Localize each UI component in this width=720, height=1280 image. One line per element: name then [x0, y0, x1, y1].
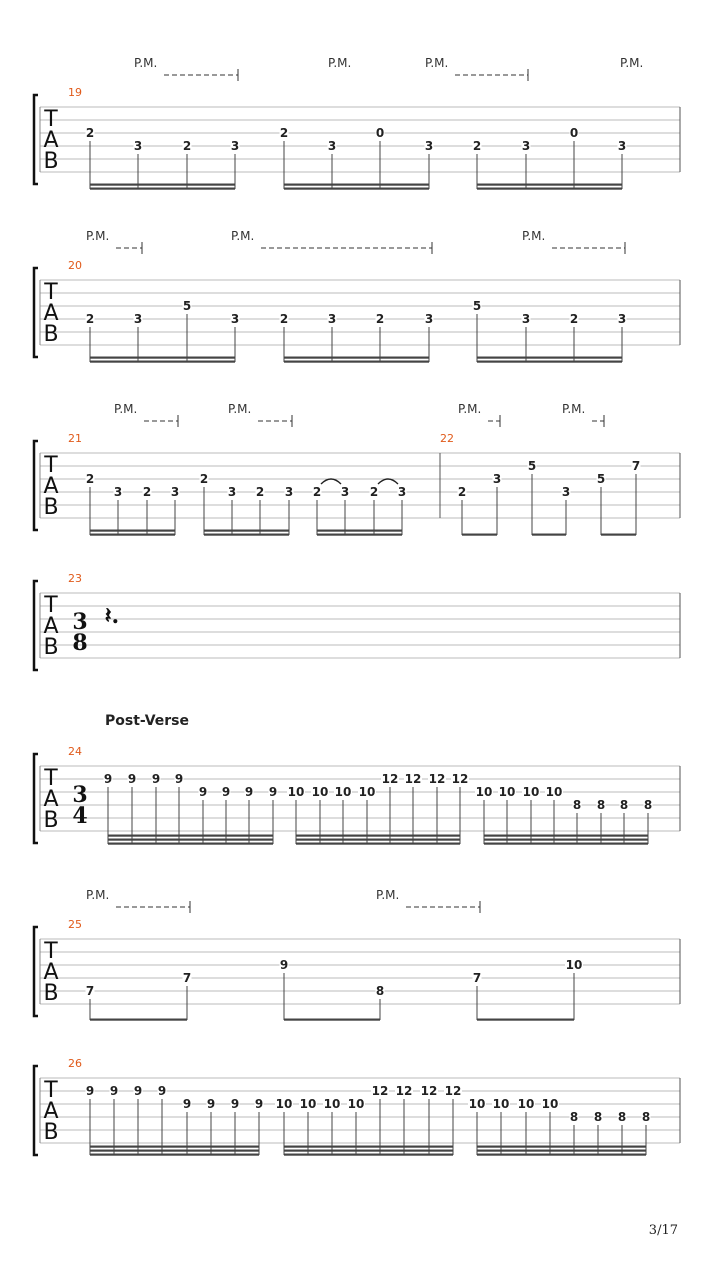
- system-6: [34, 888, 680, 1021]
- fret-number: 8: [569, 1110, 579, 1124]
- palm-mute-label: P.M.: [86, 888, 110, 902]
- fret-number: 0: [569, 126, 579, 140]
- tab-clef-letter: B: [43, 981, 59, 1006]
- beam: [90, 1019, 187, 1021]
- fret-number: 2: [142, 485, 152, 499]
- palm-mute-label: P.M.: [522, 229, 546, 243]
- fret-number: 3: [327, 312, 337, 326]
- beam: [296, 843, 460, 845]
- fret-number: 3: [561, 485, 571, 499]
- tab-clef-letter: T: [44, 453, 58, 478]
- fret-number: 9: [268, 785, 278, 799]
- system-bracket: [34, 754, 38, 843]
- fret-number: 8: [596, 798, 606, 812]
- measure-number: 19: [68, 86, 82, 99]
- system-bracket: [34, 581, 38, 670]
- tab-clef-letter: A: [43, 474, 59, 499]
- palm-mute-label: P.M.: [620, 56, 644, 70]
- fret-number: 5: [527, 459, 537, 473]
- fret-number: 12: [404, 772, 422, 786]
- fret-number: 9: [230, 1097, 240, 1111]
- measure-number: 20: [68, 259, 82, 272]
- palm-mute-label: P.M.: [134, 56, 158, 70]
- beam: [90, 361, 235, 363]
- rest-symbol: 𝄽.: [104, 603, 120, 629]
- measure-number: 25: [68, 918, 82, 931]
- slur: [321, 479, 341, 484]
- fret-number: 7: [631, 459, 641, 473]
- system-4: [34, 572, 680, 670]
- beam: [90, 530, 175, 532]
- beam: [284, 188, 429, 190]
- tab-clef-letter: T: [44, 766, 58, 791]
- fret-number: 9: [221, 785, 231, 799]
- fret-number: 9: [157, 1084, 167, 1098]
- fret-number: 8: [617, 1110, 627, 1124]
- fret-number: 2: [369, 485, 379, 499]
- measure-number: 26: [68, 1057, 82, 1070]
- fret-number: 10: [541, 1097, 559, 1111]
- fret-number: 8: [375, 984, 385, 998]
- measure-number: 23: [68, 572, 82, 585]
- time-signature-bottom: 8: [72, 630, 88, 656]
- beam: [296, 839, 460, 841]
- fret-number: 9: [254, 1097, 264, 1111]
- beam: [90, 1146, 259, 1148]
- system-5: [34, 745, 680, 845]
- tab-clef-letter: T: [44, 1078, 58, 1103]
- fret-number: 8: [643, 798, 653, 812]
- fret-number: 2: [85, 126, 95, 140]
- tab-clef-letter: T: [44, 107, 58, 132]
- beam: [484, 843, 648, 845]
- fret-number: 5: [472, 299, 482, 313]
- fret-number: 10: [468, 1097, 486, 1111]
- fret-number: 9: [206, 1097, 216, 1111]
- beam: [284, 184, 429, 186]
- beam: [204, 534, 289, 536]
- fret-number: 8: [641, 1110, 651, 1124]
- beam: [284, 1150, 453, 1152]
- fret-number: 10: [565, 958, 583, 972]
- fret-number: 12: [381, 772, 399, 786]
- beam: [284, 1154, 453, 1156]
- beam: [108, 835, 273, 837]
- beam: [284, 1019, 380, 1021]
- fret-number: 3: [492, 472, 502, 486]
- fret-number: 2: [279, 312, 289, 326]
- fret-number: 2: [375, 312, 385, 326]
- fret-number: 7: [472, 971, 482, 985]
- beam: [532, 534, 566, 536]
- fret-number: 10: [498, 785, 516, 799]
- fret-number: 9: [133, 1084, 143, 1098]
- measure-number: 24: [68, 745, 82, 758]
- system-bracket: [34, 1066, 38, 1155]
- beam: [296, 835, 460, 837]
- fret-number: 9: [174, 772, 184, 786]
- time-signature-top: 3: [72, 609, 88, 635]
- tab-clef-letter: A: [43, 960, 59, 985]
- fret-number: 2: [312, 485, 322, 499]
- palm-mute-label: P.M.: [376, 888, 400, 902]
- beam: [477, 361, 622, 363]
- fret-number: 10: [358, 785, 376, 799]
- time-signature-top: 3: [72, 782, 88, 808]
- fret-number: 2: [85, 312, 95, 326]
- beam: [484, 839, 648, 841]
- fret-number: 10: [275, 1097, 293, 1111]
- beam: [284, 1146, 453, 1148]
- fret-number: 2: [199, 472, 209, 486]
- beam: [90, 1154, 259, 1156]
- fret-number: 3: [227, 485, 237, 499]
- tab-clef-letter: A: [43, 1099, 59, 1124]
- beam: [204, 530, 289, 532]
- beam: [90, 357, 235, 359]
- fret-number: 12: [371, 1084, 389, 1098]
- beam: [477, 188, 622, 190]
- fret-number: 3: [113, 485, 123, 499]
- fret-number: 10: [323, 1097, 341, 1111]
- fret-number: 3: [397, 485, 407, 499]
- measure-number: 22: [440, 432, 454, 445]
- fret-number: 3: [327, 139, 337, 153]
- palm-mute-label: P.M.: [231, 229, 255, 243]
- beam: [90, 188, 235, 190]
- palm-mute-label: P.M.: [458, 402, 482, 416]
- fret-number: 9: [244, 785, 254, 799]
- beam: [477, 1150, 646, 1152]
- fret-number: 12: [451, 772, 469, 786]
- fret-number: 3: [284, 485, 294, 499]
- beam: [108, 839, 273, 841]
- fret-number: 10: [517, 1097, 535, 1111]
- system-3: [34, 402, 680, 536]
- tab-clef-letter: A: [43, 301, 59, 326]
- beam: [108, 843, 273, 845]
- fret-number: 10: [347, 1097, 365, 1111]
- fret-number: 10: [475, 785, 493, 799]
- fret-number: 10: [492, 1097, 510, 1111]
- fret-number: 8: [593, 1110, 603, 1124]
- fret-number: 3: [230, 139, 240, 153]
- fret-number: 5: [182, 299, 192, 313]
- tab-clef-letter: B: [43, 635, 59, 660]
- fret-number: 9: [182, 1097, 192, 1111]
- fret-number: 9: [127, 772, 137, 786]
- beam: [90, 1150, 259, 1152]
- fret-number: 8: [619, 798, 629, 812]
- fret-number: 10: [299, 1097, 317, 1111]
- palm-mute-label: P.M.: [328, 56, 352, 70]
- system-2: [34, 229, 680, 363]
- fret-number: 10: [311, 785, 329, 799]
- fret-number: 3: [617, 139, 627, 153]
- fret-number: 10: [334, 785, 352, 799]
- beam: [477, 1019, 574, 1021]
- tab-clef-letter: T: [44, 939, 58, 964]
- fret-number: 2: [182, 139, 192, 153]
- beam: [90, 184, 235, 186]
- fret-number: 7: [182, 971, 192, 985]
- palm-mute-label: P.M.: [114, 402, 138, 416]
- tab-clef-letter: A: [43, 787, 59, 812]
- fret-number: 2: [85, 472, 95, 486]
- fret-number: 10: [545, 785, 563, 799]
- fret-number: 3: [170, 485, 180, 499]
- fret-number: 2: [569, 312, 579, 326]
- beam: [601, 534, 636, 536]
- beam: [90, 534, 175, 536]
- palm-mute-label: P.M.: [562, 402, 586, 416]
- fret-number: 3: [617, 312, 627, 326]
- palm-mute-label: P.M.: [228, 402, 252, 416]
- fret-number: 3: [230, 312, 240, 326]
- fret-number: 2: [457, 485, 467, 499]
- fret-number: 3: [424, 312, 434, 326]
- fret-number: 3: [521, 139, 531, 153]
- fret-number: 2: [472, 139, 482, 153]
- beam: [317, 530, 402, 532]
- fret-number: 9: [85, 1084, 95, 1098]
- tab-clef-letter: B: [43, 808, 59, 833]
- beam: [477, 1154, 646, 1156]
- fret-number: 3: [340, 485, 350, 499]
- fret-number: 12: [428, 772, 446, 786]
- fret-number: 0: [375, 126, 385, 140]
- fret-number: 10: [287, 785, 305, 799]
- beam: [317, 534, 402, 536]
- palm-mute-label: P.M.: [86, 229, 110, 243]
- tab-clef-letter: B: [43, 1120, 59, 1145]
- system-bracket: [34, 927, 38, 1016]
- fret-number: 3: [521, 312, 531, 326]
- tab-clef-letter: B: [43, 495, 59, 520]
- beam: [284, 361, 429, 363]
- fret-number: 3: [133, 139, 143, 153]
- beam: [477, 357, 622, 359]
- beam: [477, 184, 622, 186]
- system-bracket: [34, 95, 38, 184]
- system-1: [34, 56, 680, 190]
- fret-number: 9: [109, 1084, 119, 1098]
- page-number: 3/17: [648, 1223, 678, 1238]
- tab-clef-letter: B: [43, 149, 59, 174]
- beam: [462, 534, 497, 536]
- fret-number: 9: [279, 958, 289, 972]
- fret-number: 3: [133, 312, 143, 326]
- fret-number: 9: [151, 772, 161, 786]
- system-bracket: [34, 268, 38, 357]
- tab-clef-letter: A: [43, 614, 59, 639]
- fret-number: 5: [596, 472, 606, 486]
- fret-number: 9: [198, 785, 208, 799]
- slur: [378, 479, 398, 484]
- tab-clef-letter: B: [43, 322, 59, 347]
- tab-clef-letter: A: [43, 128, 59, 153]
- fret-number: 8: [572, 798, 582, 812]
- section-label: Post-Verse: [105, 713, 189, 729]
- fret-number: 2: [279, 126, 289, 140]
- fret-number: 9: [103, 772, 113, 786]
- system-7: [34, 1057, 680, 1156]
- tab-clef-letter: T: [44, 280, 58, 305]
- beam: [284, 357, 429, 359]
- beam: [477, 1146, 646, 1148]
- fret-number: 2: [255, 485, 265, 499]
- beam: [484, 835, 648, 837]
- fret-number: 10: [522, 785, 540, 799]
- fret-number: 7: [85, 984, 95, 998]
- palm-mute-label: P.M.: [425, 56, 449, 70]
- fret-number: 12: [420, 1084, 438, 1098]
- fret-number: 12: [444, 1084, 462, 1098]
- fret-number: 12: [395, 1084, 413, 1098]
- tab-clef-letter: T: [44, 593, 58, 618]
- system-bracket: [34, 441, 38, 530]
- measure-number: 21: [68, 432, 82, 445]
- time-signature-bottom: 4: [72, 803, 88, 829]
- fret-number: 3: [424, 139, 434, 153]
